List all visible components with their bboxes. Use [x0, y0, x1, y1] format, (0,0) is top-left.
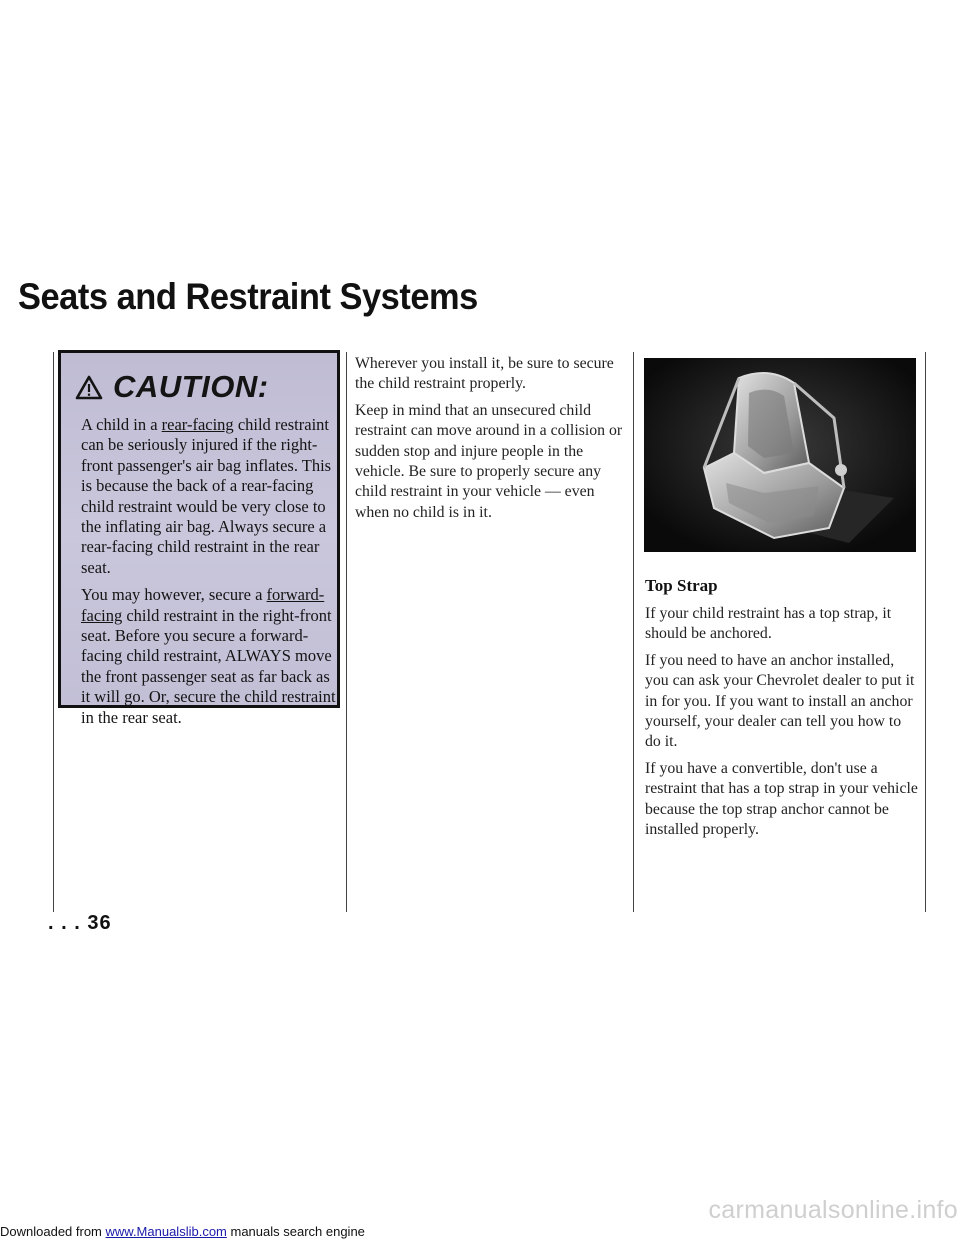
manualslib-link[interactable]: www.Manualslib.com	[105, 1224, 227, 1239]
caution-header	[75, 369, 269, 405]
page-title: Seats and Restraint Systems	[18, 276, 478, 317]
caution-paragraph	[81, 415, 339, 578]
top-strap-text	[645, 604, 920, 846]
column-rule-right	[925, 352, 926, 912]
body-paragraph: If your child restraint has a top strap, it should be anchored.	[645, 605, 892, 643]
column-rule-left	[53, 352, 54, 912]
child-seat-photo	[644, 358, 916, 552]
caution-text-span: child restraint can be seriously injured if the right-front passenger's air bag inflates. This is because the back of a rear-facing child restraint would be very close to the inflating air bag. Always secure a rear-facing child restraint in the rear seat.	[81, 415, 332, 577]
download-footer	[0, 1224, 480, 1239]
warning-triangle-icon	[75, 375, 103, 400]
body-paragraph: If you need to have an anchor installed, you can ask your Chevrolet dealer to put it in for you. If you want to install an anchor yourself, your dealer can tell you how to do it.	[645, 651, 915, 751]
page-number: . . . 36	[48, 912, 112, 934]
caution-text-span: child restraint in the right-front seat. Before you secure a forward-facing child restraint, ALWAYS move the front passenger seat as far back as it will go. Or, secure the child restraint in the rear seat.	[81, 605, 336, 727]
footer-suffix: manuals search engine	[226, 1224, 365, 1239]
caution-text-span: You may however, secure a	[81, 585, 267, 605]
middle-column	[355, 354, 627, 529]
caution-box	[58, 350, 340, 727]
child-seat-illustration	[644, 358, 916, 552]
footer-prefix: Downloaded from	[0, 1224, 106, 1239]
caution-text	[81, 415, 339, 735]
forward-facing-term: forward-facing	[81, 585, 325, 625]
column-rule-middle	[346, 352, 347, 912]
caution-text-span: A child in a	[81, 415, 162, 434]
caution-label: CAUTION:	[113, 369, 269, 404]
body-paragraph: Keep in mind that an unsecured child restraint can move around in a collision or sudden stop and injure people in the vehicle. Be sure to properly secure any child restraint in your vehicle — even when no child is in it.	[355, 401, 623, 521]
column-rule-center-right	[633, 352, 634, 912]
body-paragraph: Wherever you install it, be sure to secure the child restraint properly.	[355, 355, 614, 393]
rear-facing-term: rear-facing	[161, 415, 234, 434]
body-paragraph: If you have a convertible, don't use a restraint that has a top strap in your vehicle because the top strap anchor cannot be installed properly.	[645, 759, 918, 839]
watermark: carmanualsonline.info	[708, 1196, 958, 1224]
caution-paragraph	[81, 585, 339, 728]
top-strap-heading: Top Strap	[645, 576, 718, 595]
